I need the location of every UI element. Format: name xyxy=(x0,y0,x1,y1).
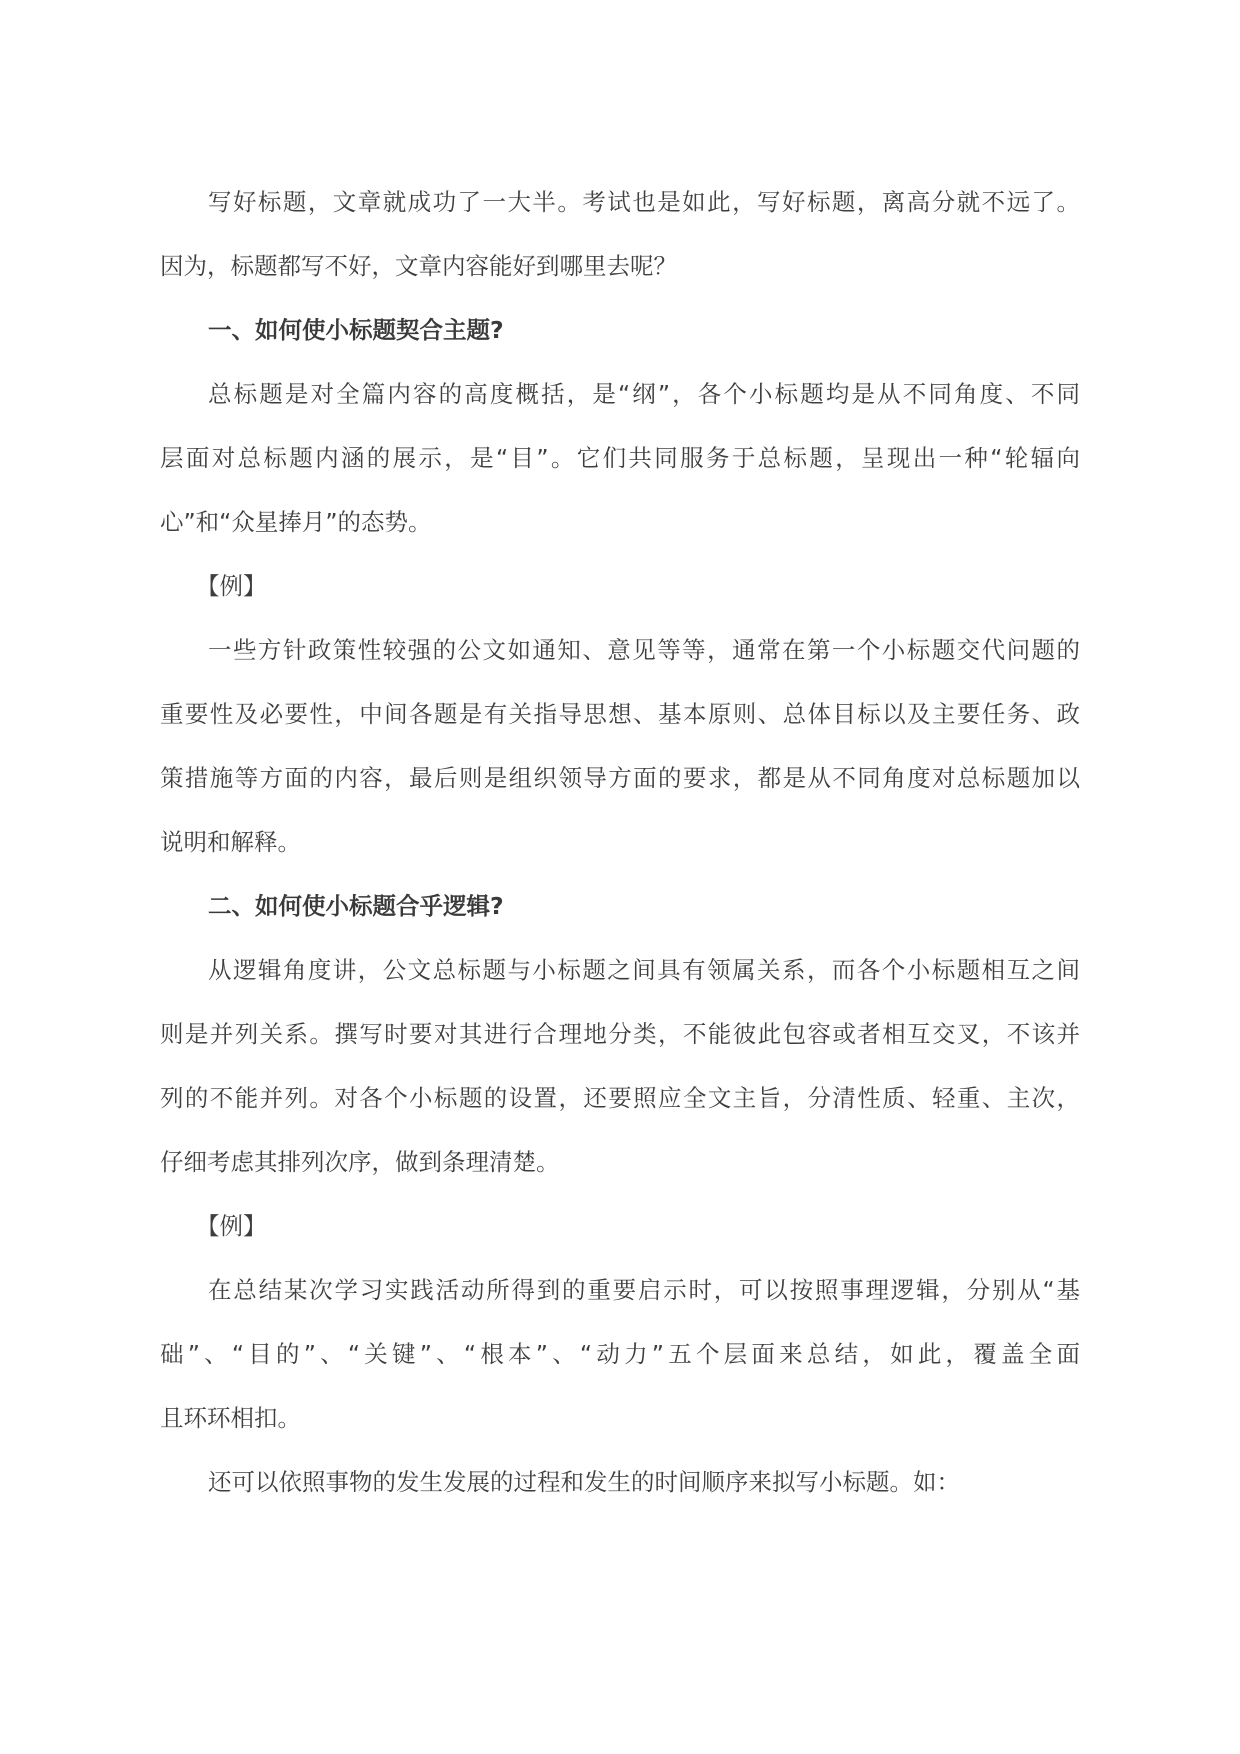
text-line: 心”和“众星捧月”的态势。 xyxy=(160,508,432,536)
text-line: 还可以依照事物的发生发展的过程和发生的时间顺序来拟写小标题。如： xyxy=(208,1468,960,1496)
text-line: 础”、“目的”、“关键”、“根本”、“动力”五个层面来总结，如此，覆盖全面 xyxy=(160,1340,1080,1368)
text-line: 说明和解释。 xyxy=(160,828,301,856)
section-1-example xyxy=(160,618,1080,874)
closing-paragraph xyxy=(160,1450,1080,1514)
text-line: 因为，标题都写不好，文章内容能好到哪里去呢？ xyxy=(160,252,677,280)
text-line: 则是并列关系。撰写时要对其进行合理地分类，不能彼此包容或者相互交叉，不该并 xyxy=(160,1020,1080,1048)
text-line: 列的不能并列。对各个小标题的设置，还要照应全文主旨，分清性质、轻重、主次， xyxy=(160,1084,1080,1112)
text-line: 总标题是对全篇内容的高度概括，是“纲”，各个小标题均是从不同角度、不同 xyxy=(208,380,1080,408)
text-line: 策措施等方面的内容，最后则是组织领导方面的要求，都是从不同角度对总标题加以 xyxy=(160,764,1080,792)
section-2-example xyxy=(160,1258,1080,1450)
section-1-paragraph xyxy=(160,362,1080,554)
example-label xyxy=(160,554,1080,618)
example-label-text: 【例】 xyxy=(196,1212,267,1240)
text-line: 且环环相扣。 xyxy=(160,1404,301,1432)
section-2-paragraph xyxy=(160,938,1080,1194)
intro-paragraph xyxy=(160,170,1080,298)
text-line: 重要性及必要性，中间各题是有关指导思想、基本原则、总体目标以及主要任务、政 xyxy=(160,700,1080,728)
text-line: 在总结某次学习实践活动所得到的重要启示时，可以按照事理逻辑，分别从“基 xyxy=(208,1276,1080,1304)
example-label-text: 【例】 xyxy=(196,572,267,600)
text-line: 从逻辑角度讲，公文总标题与小标题之间具有领属关系，而各个小标题相互之间 xyxy=(208,956,1080,984)
heading-text: 二、如何使小标题合乎逻辑? xyxy=(208,892,504,920)
example-label xyxy=(160,1194,1080,1258)
section-heading-1 xyxy=(160,298,1080,362)
text-line: 一些方针政策性较强的公文如通知、意见等等，通常在第一个小标题交代问题的 xyxy=(208,636,1080,664)
text-line: 仔细考虑其排列次序，做到条理清楚。 xyxy=(160,1148,560,1176)
heading-text: 一、如何使小标题契合主题? xyxy=(208,316,504,344)
section-heading-2 xyxy=(160,874,1080,938)
document-page xyxy=(160,170,1080,1514)
text-line: 写好标题，文章就成功了一大半。考试也是如此，写好标题，离高分就不远了。 xyxy=(208,188,1080,216)
text-line: 层面对总标题内涵的展示，是“目”。它们共同服务于总标题，呈现出一种“轮辐向 xyxy=(160,444,1080,472)
